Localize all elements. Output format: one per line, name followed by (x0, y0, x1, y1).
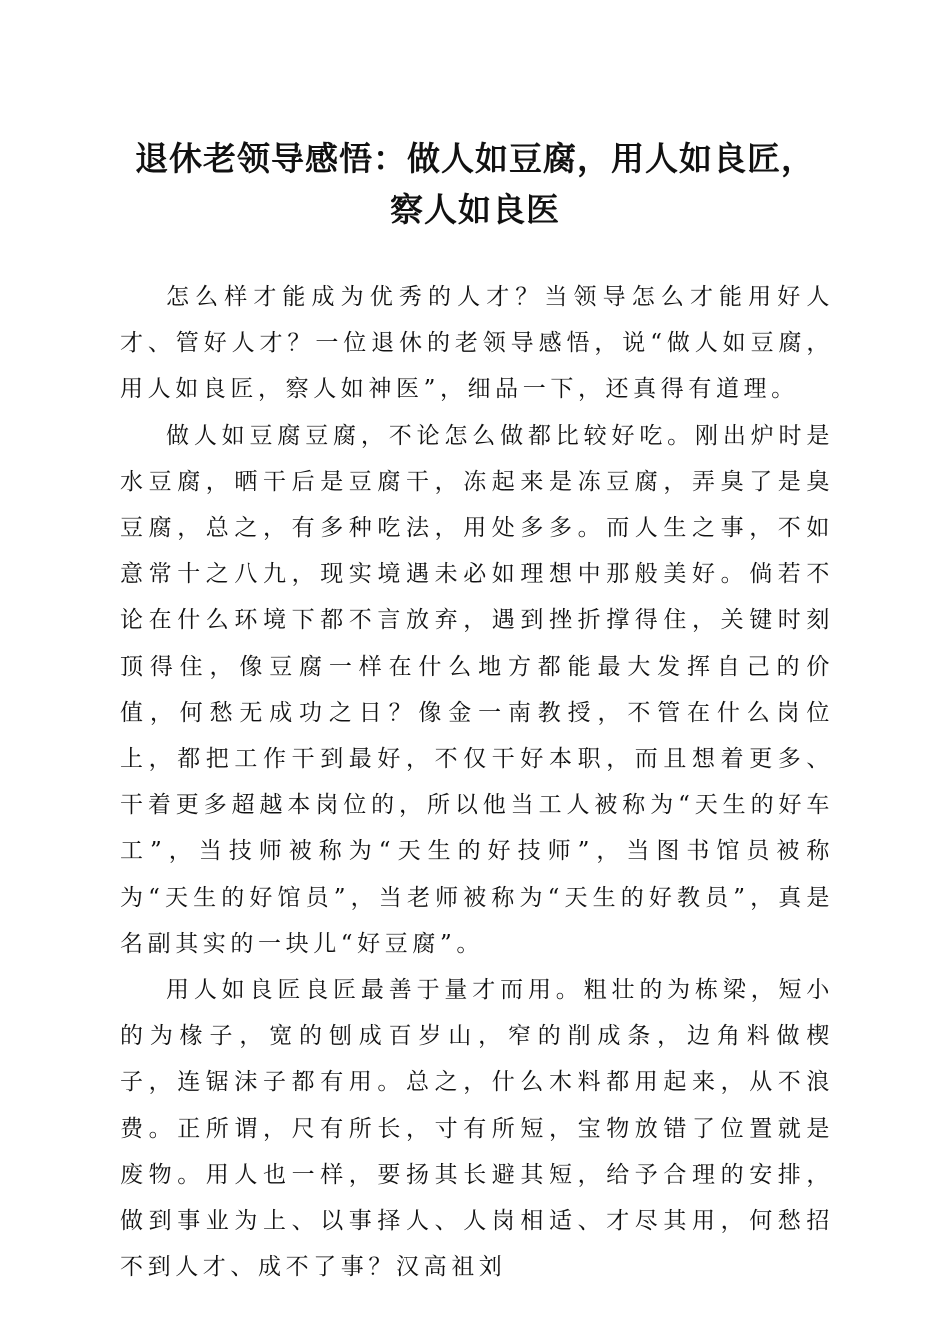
paragraph-craftsman: 用人如良匠良匠最善于量才而用。粗壮的为栋梁，短小的为椽子，宽的刨成百岁山，窄的削成条，边角料做楔子，连锯沫子都有用。总之，什么木料都用起来，从不浪费。正所谓，尺有所长，寸有所短，宝物放错了位置就是废物。用人也一样，要扬其长避其短，给予合理的安排，做到事业为上、以事择人、人岗相适、才尽其用，何愁招不到人才、成不了事？汉高祖刘 (120, 977, 834, 1281)
paragraph-intro: 怎么样才能成为优秀的人才？当领导怎么才能用好人才、管好人才？一位退休的老领导感悟，说“做人如豆腐，用人如良匠，察人如神医”，细品一下，还真得有道理。 (120, 284, 834, 403)
document-title (100, 133, 850, 235)
title-line-1: 退休老领导感悟：做人如豆腐，用人如良匠， (135, 139, 815, 178)
paragraph-tofu: 做人如豆腐豆腐，不论怎么做都比较好吃。刚出炉时是水豆腐，晒干后是豆腐干，冻起来是冻豆腐，弄臭了是臭豆腐，总之，有多种吃法，用处多多。而人生之事，不如意常十之八九，现实境遇未必如理想中那般美好。倘若不论在什么环境下都不言放弃，遇到挫折撑得住，关键时刻顶得住，像豆腐一样在什么地方都能最大发挥自己的价值，何愁无成功之日？像金一南教授，不管在什么岗位上，都把工作干到最好，不仅干好本职，而且想着更多、干着更多超越本岗位的，所以他当工人被称为“天生的好车工”，当技师被称为“天生的好技师”，当图书馆员被称为“天生的好馆员”，当老师被称为“天生的好教员”，真是名副其实的一块儿“好豆腐”。 (120, 422, 834, 957)
title-line-2: 察人如良医 (390, 190, 560, 229)
document-body (120, 274, 834, 1290)
